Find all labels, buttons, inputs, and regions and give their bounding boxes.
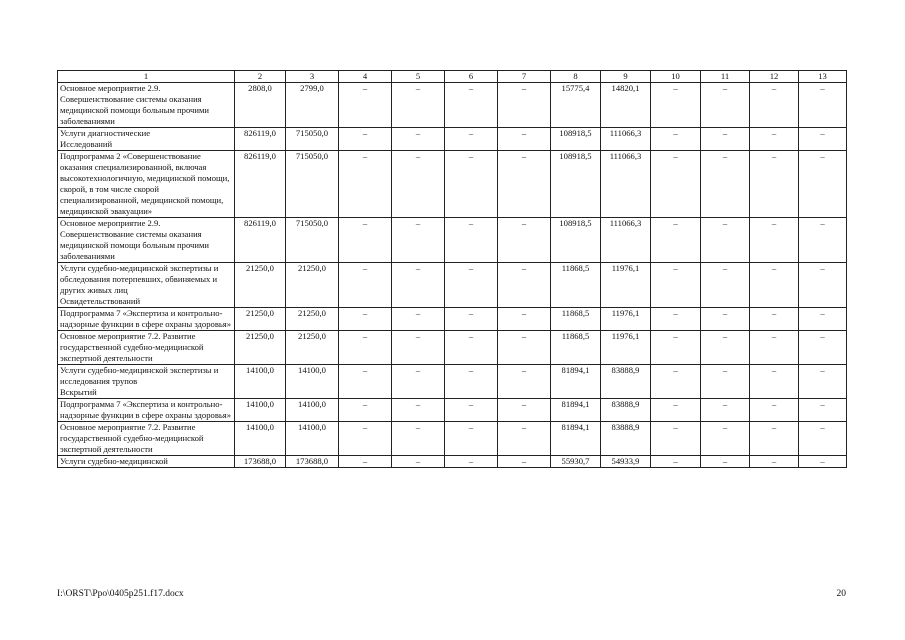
value-cell xyxy=(235,387,286,399)
value-cell: – xyxy=(750,365,799,388)
value-cell: 14100,0 xyxy=(235,422,286,456)
value-cell: – xyxy=(498,331,551,365)
value-cell: 11976,1 xyxy=(601,263,651,297)
value-cell xyxy=(498,296,551,308)
value-cell: – xyxy=(651,308,701,331)
value-cell: – xyxy=(445,399,498,422)
value-cell: – xyxy=(701,263,750,297)
value-cell: 81894,1 xyxy=(551,399,601,422)
value-cell: – xyxy=(445,151,498,218)
value-cell: 173688,0 xyxy=(286,456,339,468)
table-row xyxy=(58,263,847,297)
value-cell: – xyxy=(498,83,551,128)
value-cell xyxy=(339,387,392,399)
value-cell xyxy=(701,139,750,151)
value-cell: – xyxy=(750,151,799,218)
value-cell: – xyxy=(799,399,847,422)
value-cell: – xyxy=(701,399,750,422)
value-cell xyxy=(799,139,847,151)
value-cell: – xyxy=(651,456,701,468)
value-cell xyxy=(392,387,445,399)
value-cell xyxy=(551,139,601,151)
table-row xyxy=(58,365,847,388)
row-label-cell: Основное мероприятие 7.2. Развитие государственной судебно-медицинской экспертной деятельности xyxy=(58,331,235,365)
value-cell: – xyxy=(799,331,847,365)
row-label-cell: Основное мероприятие 2.9. Совершенствование системы оказания медицинской помощи больным прочими заболеваниями xyxy=(58,83,235,128)
value-cell: – xyxy=(498,422,551,456)
row-label-cell: Основное мероприятие 2.9. Совершенствование системы оказания медицинской помощи больным прочими заболеваниями xyxy=(58,218,235,263)
table-row xyxy=(58,422,847,456)
value-cell xyxy=(750,387,799,399)
value-cell xyxy=(601,139,651,151)
value-cell xyxy=(286,296,339,308)
value-cell: – xyxy=(498,263,551,297)
value-cell xyxy=(339,296,392,308)
value-cell: – xyxy=(701,365,750,388)
column-header: 11 xyxy=(701,71,750,83)
value-cell: 715050,0 xyxy=(286,218,339,263)
value-cell: 55930,7 xyxy=(551,456,601,468)
value-cell: 715050,0 xyxy=(286,128,339,140)
value-cell: – xyxy=(339,456,392,468)
value-cell: – xyxy=(651,128,701,140)
value-cell: 83888,9 xyxy=(601,399,651,422)
value-cell: 21250,0 xyxy=(286,263,339,297)
value-cell: – xyxy=(445,331,498,365)
value-cell: 11868,5 xyxy=(551,331,601,365)
file-path: I:\ORST\Ppo\0405p251.f17.docx xyxy=(57,589,184,599)
value-cell xyxy=(701,387,750,399)
value-cell: – xyxy=(799,128,847,140)
value-cell: – xyxy=(701,456,750,468)
column-header: 6 xyxy=(445,71,498,83)
row-label-cell: Подпрограмма 7 «Экспертиза и контрольно-надзорные функции в сфере охраны здоровья» xyxy=(58,399,235,422)
value-cell: 826119,0 xyxy=(235,128,286,140)
value-cell xyxy=(445,139,498,151)
value-cell: – xyxy=(750,308,799,331)
value-cell: 81894,1 xyxy=(551,365,601,388)
value-cell: – xyxy=(445,365,498,388)
value-cell: 54933,9 xyxy=(601,456,651,468)
row-label-cell: Основное мероприятие 7.2. Развитие государственной судебно-медицинской экспертной деятельности xyxy=(58,422,235,456)
value-cell: – xyxy=(750,331,799,365)
table-row xyxy=(58,218,847,263)
value-cell: – xyxy=(392,331,445,365)
column-header: 2 xyxy=(235,71,286,83)
value-cell: 715050,0 xyxy=(286,151,339,218)
column-header: 7 xyxy=(498,71,551,83)
value-cell: – xyxy=(392,151,445,218)
value-cell xyxy=(750,139,799,151)
value-cell: 111066,3 xyxy=(601,218,651,263)
table-row xyxy=(58,139,847,151)
value-cell: 11868,5 xyxy=(551,308,601,331)
value-cell: 826119,0 xyxy=(235,151,286,218)
value-cell: 14100,0 xyxy=(235,399,286,422)
column-header: 9 xyxy=(601,71,651,83)
value-cell: 2799,0 xyxy=(286,83,339,128)
row-label-cell: Исследований xyxy=(58,139,235,151)
column-header: 12 xyxy=(750,71,799,83)
value-cell: – xyxy=(445,422,498,456)
column-header: 4 xyxy=(339,71,392,83)
value-cell: – xyxy=(339,365,392,388)
value-cell xyxy=(799,296,847,308)
page-number: 20 xyxy=(836,589,846,599)
value-cell: 173688,0 xyxy=(235,456,286,468)
row-label-cell: Услуги судебно-медицинской xyxy=(58,456,235,468)
value-cell: – xyxy=(651,365,701,388)
value-cell: 14100,0 xyxy=(286,422,339,456)
value-cell: – xyxy=(445,218,498,263)
value-cell: 14100,0 xyxy=(235,365,286,388)
row-label-cell: Подпрограмма 2 «Совершенствование оказания специализированной, включая высокотехнологичную, медицинской помощи, скорой, в том числе скорой специализированной, медицинской помощи, медицинской эвакуации» xyxy=(58,151,235,218)
value-cell: 21250,0 xyxy=(235,263,286,297)
table-row xyxy=(58,387,847,399)
value-cell: 2808,0 xyxy=(235,83,286,128)
value-cell: – xyxy=(799,308,847,331)
value-cell: – xyxy=(799,83,847,128)
value-cell: – xyxy=(498,151,551,218)
value-cell: 111066,3 xyxy=(601,151,651,218)
value-cell: – xyxy=(392,422,445,456)
column-header: 8 xyxy=(551,71,601,83)
value-cell: 108918,5 xyxy=(551,128,601,140)
value-cell: – xyxy=(651,151,701,218)
value-cell: – xyxy=(799,218,847,263)
row-label-cell: Услуги судебно-медицинской экспертизы и обследования потерпевших, обвиняемых и других живых лиц xyxy=(58,263,235,297)
value-cell: – xyxy=(339,83,392,128)
value-cell xyxy=(651,139,701,151)
value-cell: – xyxy=(339,308,392,331)
value-cell: 111066,3 xyxy=(601,128,651,140)
value-cell: – xyxy=(750,128,799,140)
value-cell xyxy=(445,387,498,399)
value-cell xyxy=(286,387,339,399)
value-cell: – xyxy=(651,399,701,422)
column-header: 5 xyxy=(392,71,445,83)
value-cell xyxy=(799,387,847,399)
value-cell: – xyxy=(339,399,392,422)
value-cell xyxy=(651,387,701,399)
value-cell: 108918,5 xyxy=(551,218,601,263)
value-cell: – xyxy=(701,331,750,365)
value-cell: – xyxy=(750,263,799,297)
value-cell: – xyxy=(799,263,847,297)
value-cell: 14820,1 xyxy=(601,83,651,128)
value-cell: – xyxy=(339,151,392,218)
value-cell: – xyxy=(701,308,750,331)
value-cell xyxy=(235,139,286,151)
value-cell: – xyxy=(392,83,445,128)
value-cell: – xyxy=(498,128,551,140)
value-cell: 81894,1 xyxy=(551,422,601,456)
column-header: 13 xyxy=(799,71,847,83)
value-cell xyxy=(392,296,445,308)
value-cell: – xyxy=(701,422,750,456)
value-cell: – xyxy=(498,456,551,468)
row-label-cell: Услуги судебно-медицинской экспертизы и исследования трупов xyxy=(58,365,235,388)
value-cell: – xyxy=(498,365,551,388)
row-label-cell: Вскрытий xyxy=(58,387,235,399)
value-cell: 108918,5 xyxy=(551,151,601,218)
value-cell xyxy=(235,296,286,308)
value-cell xyxy=(498,139,551,151)
value-cell: – xyxy=(701,128,750,140)
value-cell: 11976,1 xyxy=(601,308,651,331)
value-cell: – xyxy=(498,308,551,331)
value-cell xyxy=(601,296,651,308)
column-header: 1 xyxy=(58,71,235,83)
table-row xyxy=(58,128,847,140)
value-cell: – xyxy=(750,218,799,263)
value-cell: – xyxy=(339,263,392,297)
value-cell: – xyxy=(392,263,445,297)
value-cell: – xyxy=(392,308,445,331)
column-header: 3 xyxy=(286,71,339,83)
value-cell: 14100,0 xyxy=(286,365,339,388)
value-cell: – xyxy=(445,456,498,468)
value-cell: 83888,9 xyxy=(601,365,651,388)
value-cell: – xyxy=(799,151,847,218)
value-cell: 826119,0 xyxy=(235,218,286,263)
value-cell: 11868,5 xyxy=(551,263,601,297)
value-cell xyxy=(286,139,339,151)
value-cell: – xyxy=(651,263,701,297)
value-cell: – xyxy=(701,83,750,128)
value-cell xyxy=(601,387,651,399)
value-cell: 21250,0 xyxy=(286,308,339,331)
row-label-cell: Освидетельствований xyxy=(58,296,235,308)
value-cell xyxy=(498,387,551,399)
value-cell xyxy=(651,296,701,308)
value-cell xyxy=(339,139,392,151)
table-row xyxy=(58,331,847,365)
value-cell: – xyxy=(392,218,445,263)
value-cell: – xyxy=(339,218,392,263)
value-cell: – xyxy=(445,308,498,331)
value-cell: – xyxy=(750,456,799,468)
value-cell: – xyxy=(445,263,498,297)
value-cell: – xyxy=(750,399,799,422)
value-cell: 21250,0 xyxy=(286,331,339,365)
table-row xyxy=(58,399,847,422)
value-cell xyxy=(750,296,799,308)
value-cell: – xyxy=(392,365,445,388)
value-cell xyxy=(392,139,445,151)
row-label-cell: Подпрограмма 7 «Экспертиза и контрольно-надзорные функции в сфере охраны здоровья» xyxy=(58,308,235,331)
column-header: 10 xyxy=(651,71,701,83)
value-cell: 21250,0 xyxy=(235,308,286,331)
value-cell: – xyxy=(498,218,551,263)
value-cell: – xyxy=(799,365,847,388)
table-row xyxy=(58,151,847,218)
value-cell: 11976,1 xyxy=(601,331,651,365)
value-cell: – xyxy=(498,399,551,422)
value-cell: – xyxy=(799,422,847,456)
value-cell: – xyxy=(339,422,392,456)
value-cell xyxy=(701,296,750,308)
value-cell: – xyxy=(750,83,799,128)
value-cell: – xyxy=(651,218,701,263)
value-cell: 14100,0 xyxy=(286,399,339,422)
value-cell: – xyxy=(339,331,392,365)
table-row xyxy=(58,296,847,308)
value-cell: – xyxy=(445,128,498,140)
table-row xyxy=(58,83,847,128)
value-cell: – xyxy=(651,83,701,128)
value-cell: – xyxy=(339,128,392,140)
value-cell: – xyxy=(799,456,847,468)
value-cell: – xyxy=(392,456,445,468)
value-cell: – xyxy=(392,399,445,422)
table-header-row xyxy=(58,71,847,83)
row-label-cell: Услуги диагностические xyxy=(58,128,235,140)
value-cell: – xyxy=(445,83,498,128)
value-cell: – xyxy=(750,422,799,456)
value-cell: – xyxy=(701,151,750,218)
table-row xyxy=(58,456,847,468)
value-cell: – xyxy=(392,128,445,140)
budget-table xyxy=(57,70,847,468)
value-cell: 15775,4 xyxy=(551,83,601,128)
value-cell: 83888,9 xyxy=(601,422,651,456)
value-cell: – xyxy=(701,218,750,263)
value-cell: – xyxy=(651,331,701,365)
value-cell xyxy=(551,387,601,399)
value-cell: 21250,0 xyxy=(235,331,286,365)
table-row xyxy=(58,308,847,331)
value-cell xyxy=(551,296,601,308)
value-cell: – xyxy=(651,422,701,456)
value-cell xyxy=(445,296,498,308)
